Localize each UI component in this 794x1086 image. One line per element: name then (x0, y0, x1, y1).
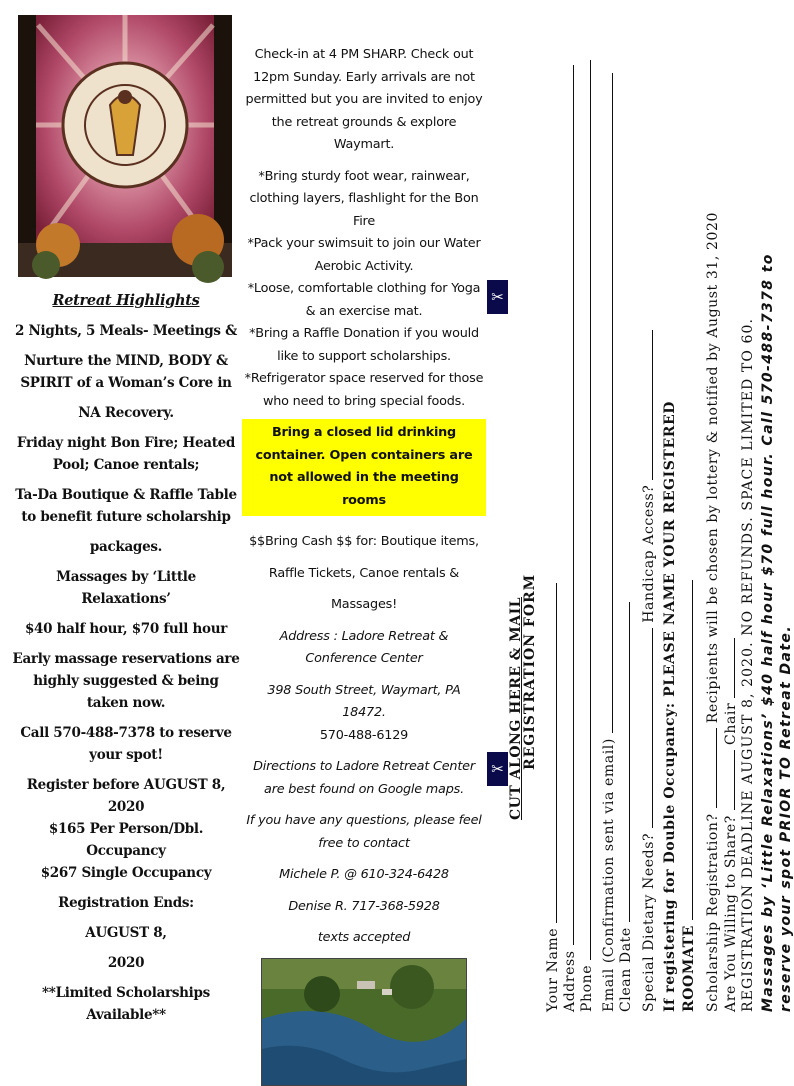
double-occupancy-note (662, 401, 678, 1012)
clean-date-label: Clean Date (618, 927, 634, 1012)
address-field (561, 65, 578, 1012)
phone-line[interactable] (578, 60, 591, 960)
highlight-line: Massages by ‘Little Relaxations’ (56, 569, 196, 607)
address-label: Address : Ladore Retreat & Conference Center (279, 628, 449, 666)
roommate-label: ROOMATE (681, 925, 697, 1012)
dietary-field (640, 330, 657, 1012)
registration-form (508, 20, 794, 1020)
highlight-line: Registration Ends: (58, 895, 194, 911)
highlight-line: AUGUST 8, (85, 925, 167, 941)
your-name-field (544, 583, 561, 1012)
phone-label: Phone (579, 964, 595, 1012)
highlight-line: Early massage reservations are highly suggested & being taken now. (12, 651, 240, 711)
checkin-text: Check-in at 4 PM SHARP. Check out 12pm Sunday. Early arrivals are not permitted but you are invited to enjoy the retreat grounds & explore Waymart. (245, 47, 483, 152)
massage-note-2: reserve your spot PRIOR TO Retreat Date. (778, 624, 794, 1012)
handicap-line[interactable] (640, 330, 653, 480)
directions-text: Directions to Ladore Retreat Center are best found on Google maps. (253, 759, 475, 797)
scissors-icon: ✂ (487, 752, 508, 786)
phone-field (578, 60, 595, 1012)
bring-item: *Bring sturdy foot wear, rainwear, clothing layers, flashlight for the Bon Fire (249, 168, 479, 229)
highlight-line: Friday night Bon Fire; Heated Pool; Canoe rentals; (16, 435, 236, 473)
massage-note-1: Massages by ‘Little Relaxations’ $40 half hour $70 full hour. Call 570-488-7378 to (760, 253, 776, 1012)
contact-michele: Michele P. @ 610-324-6428 (279, 867, 449, 882)
your-name-line[interactable] (544, 583, 557, 923)
container-notice: Bring a closed lid drinking container. Open containers are not allowed in the meeting rooms (242, 419, 486, 516)
cash-line: Raffle Tickets, Canoe rentals & (268, 565, 460, 581)
left-column (12, 290, 240, 1026)
middle-column (244, 44, 484, 1086)
highlight-line: **Limited Scholarships Available** (42, 985, 210, 1023)
scholarship-note: Recipients will be chosen by lottery & notified by August 31, 2020 (705, 212, 721, 724)
venue-phone: 570-488-6129 (319, 727, 409, 743)
highlight-line: Register before AUGUST 8, 2020 (26, 777, 226, 815)
address-line[interactable] (561, 65, 574, 945)
email-line[interactable] (600, 73, 613, 733)
scholarship-field (704, 212, 721, 1012)
scholarship-label: Scholarship Registration? (705, 813, 721, 1012)
handicap-label: Handicap Access? (641, 484, 657, 623)
highlight-line: Nurture the MIND, BODY & SPIRIT of a Woman’s Core in (20, 353, 232, 391)
cash-line: $$Bring Cash $$ for: Boutique items, (249, 534, 479, 549)
highlight-line: NA Recovery. (78, 405, 174, 421)
bring-item: *Pack your swimsuit to join our Water Aerobic Activity. (247, 236, 481, 274)
clean-date-field (617, 602, 634, 1012)
highlight-line: 2 Nights, 5 Meals- Meetings & (15, 323, 237, 339)
highlight-line: $40 half hour, $70 full hour (24, 621, 228, 637)
bring-item: *Bring a Raffle Donation if you would like to support scholarships. (249, 326, 479, 364)
street-address: 398 South Street, Waymart, PA 18472. (267, 682, 461, 720)
highlight-line: 2020 (107, 955, 145, 971)
texts-accepted: texts accepted (317, 930, 411, 945)
highlight-line: Ta-Da Boutique & Raffle Table to benefit future scholarship (15, 487, 237, 525)
contact-denise: Denise R. 717-368-5928 (288, 898, 440, 914)
cash-line: Massages! (330, 597, 398, 612)
form-title: REGISTRATION FORM (522, 573, 538, 770)
chair-line[interactable] (722, 638, 735, 698)
email-field (600, 73, 617, 1012)
highlight-line: $267 Single Occupancy (40, 865, 212, 881)
bring-item: *Loose, comfortable clothing for Yoga & an exercise mat. (247, 281, 481, 319)
highlight-line: $165 Per Person/Dbl. Occupancy (48, 821, 204, 859)
scissors-icon: ✂ (487, 280, 508, 314)
highlight-line: packages. (89, 539, 163, 555)
highlight-line: Call 570-488-7378 to reserve your spot! (20, 725, 232, 763)
address-label: Address (562, 950, 578, 1012)
email-label: Email (Confirmation sent via email) (601, 738, 617, 1012)
roommate-line[interactable] (680, 580, 693, 920)
highlights-title: Retreat Highlights (52, 292, 200, 309)
share-line[interactable] (722, 750, 735, 810)
questions-text: If you have any questions, please feel free to contact (246, 813, 482, 851)
chair-label: Chair (723, 702, 739, 745)
scholarship-line[interactable] (704, 728, 717, 808)
aerial-photo (261, 958, 467, 1086)
banner-photo (18, 15, 232, 277)
cut-along-label: CUT ALONG HERE & MAIL (508, 596, 524, 820)
share-label: Are You Willing to Share? (723, 815, 739, 1012)
your-name-label: Your Name (545, 927, 561, 1012)
roommate-field (680, 580, 697, 1012)
clean-date-line[interactable] (617, 602, 630, 922)
deadline-note: REGISTRATION DEADLINE AUGUST 8, 2020. NO REFUNDS. SPACE LIMITED TO 60. (740, 317, 756, 1012)
share-field (722, 638, 739, 1012)
double-occupancy-label: If registering for Double Occupancy: PLEASE NAME YOUR REGISTERED (662, 401, 678, 1012)
bring-item: *Refrigerator space reserved for those who need to bring special foods. (244, 371, 484, 409)
dietary-label: Special Dietary Needs? (641, 832, 657, 1012)
dietary-line[interactable] (640, 628, 653, 828)
